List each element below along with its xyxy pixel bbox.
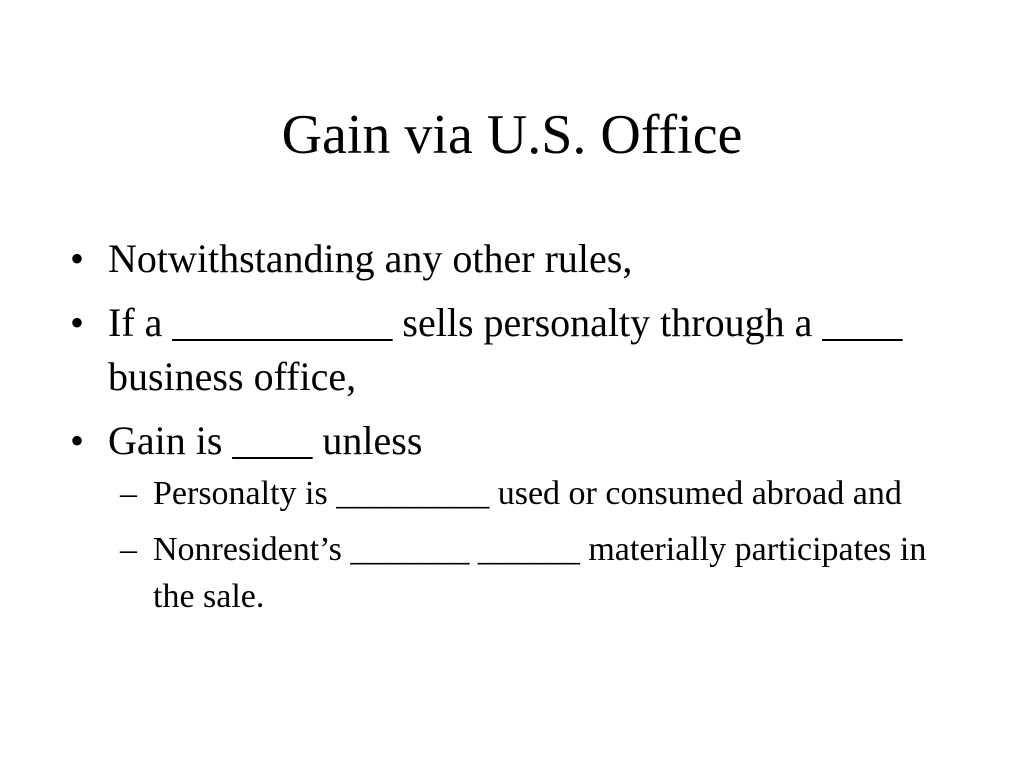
bullet-item bbox=[70, 296, 970, 404]
bullet-text: Notwithstanding any other rules, bbox=[108, 236, 633, 281]
sub-bullet-item bbox=[108, 526, 968, 620]
bullet-text: Gain is ____ unless bbox=[108, 418, 423, 463]
slide-title: Gain via U.S. Office bbox=[281, 104, 743, 166]
bullet-marker: • bbox=[70, 236, 85, 281]
sub-bullet-text: Personalty is _________ used or consumed abroad and bbox=[153, 475, 902, 512]
bullet-marker: • bbox=[70, 418, 85, 463]
bullet-item bbox=[70, 414, 970, 620]
sub-bullet-marker: – bbox=[120, 475, 137, 512]
bullet-item bbox=[70, 232, 970, 286]
sub-bullet-text: Nonresident’s _______ ______ materially participates in the sale. bbox=[153, 531, 927, 615]
bullet-marker: • bbox=[70, 300, 85, 345]
sub-bullet-list bbox=[108, 470, 970, 620]
bullet-text: If a ___________ sells personalty through a ____ business office, bbox=[108, 300, 903, 399]
sub-bullet-marker: – bbox=[120, 531, 137, 568]
bullet-list bbox=[70, 232, 970, 630]
sub-bullet-item bbox=[108, 470, 968, 517]
